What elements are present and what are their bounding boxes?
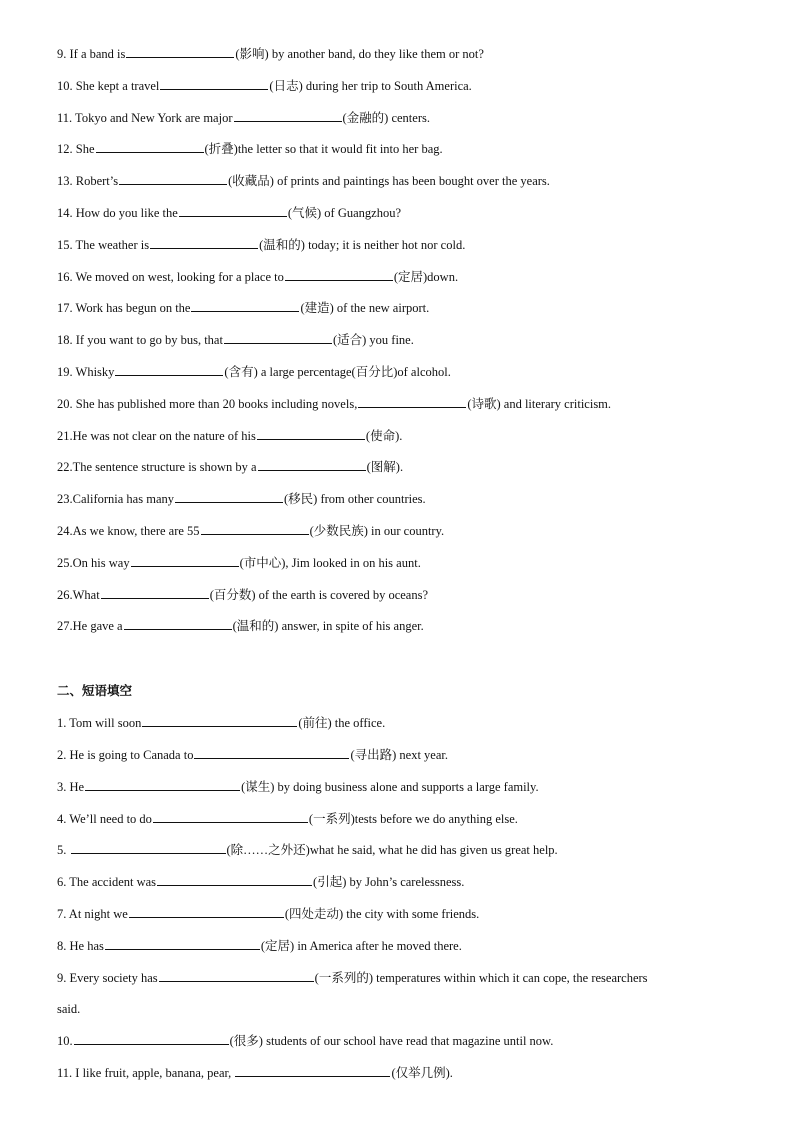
phrase-question-6: 6. The accident was (引起) by John’s carelessness. <box>57 875 465 890</box>
answer-blank[interactable] <box>358 395 466 408</box>
question-19: 19. Whisky (含有) a large percentage(百分比)of alcohol. <box>57 364 451 379</box>
answer-blank[interactable] <box>74 1032 229 1045</box>
answer-blank[interactable] <box>224 331 332 344</box>
phrase-question-11: 11. I like fruit, apple, banana, pear, (仅举几例). <box>57 1065 453 1080</box>
answer-blank[interactable] <box>160 77 268 90</box>
answer-blank[interactable] <box>153 810 308 823</box>
section-title: 二、短语填空 <box>57 683 133 699</box>
question-9: 9. If a band is (影响) by another band, do they like them or not? <box>57 47 484 61</box>
answer-blank[interactable] <box>119 172 227 185</box>
answer-blank[interactable] <box>150 236 258 249</box>
phrase-question-5: 5. (除……之外还)what he said, what he did has given us great help. <box>57 843 558 858</box>
answer-blank[interactable] <box>157 873 312 886</box>
phrase-question-3: 3. He (谋生) by doing business alone and supports a large family. <box>57 779 539 794</box>
answer-blank[interactable] <box>257 427 365 440</box>
answer-blank[interactable] <box>191 299 299 312</box>
answer-blank[interactable] <box>258 458 366 471</box>
question-23: 23.California has many (移民) from other countries. <box>57 492 426 507</box>
question-15: 15. The weather is (温和的) today; it is neither hot nor cold. <box>57 237 466 252</box>
question-13: 13. Robert’s (收藏品) of prints and paintings has been bought over the years. <box>57 174 550 189</box>
question-22: 22.The sentence structure is shown by a (图解). <box>57 460 404 475</box>
phrase-question-8: 8. He has (定居) in America after he moved there. <box>57 938 462 953</box>
phrase-question-10: 10. (很多) students of our school have read that magazine until now. <box>57 1034 554 1049</box>
question-25: 25.On his way (市中心), Jim looked in on his aunt. <box>57 555 421 570</box>
answer-blank[interactable] <box>71 841 226 854</box>
question-18: 18. If you want to go by bus, that (适合) you fine. <box>57 333 414 348</box>
phrase-question-9: 9. Every society has (一系列的) temperatures within which it can cope, the researchers <box>57 970 648 985</box>
question-10: 10. She kept a travel (日志) during her trip to South America. <box>57 78 472 93</box>
question-14: 14. How do you like the (气候) of Guangzhou? <box>57 205 401 220</box>
answer-blank[interactable] <box>129 905 284 918</box>
question-16: 16. We moved on west, looking for a place to (定居)down. <box>57 269 459 284</box>
answer-blank[interactable] <box>194 746 349 759</box>
answer-blank[interactable] <box>105 937 260 950</box>
answer-blank[interactable] <box>131 554 239 567</box>
question-17: 17. Work has begun on the (建造) of the new airport. <box>57 301 430 316</box>
question-11: 11. Tokyo and New York are major (金融的) centers. <box>57 110 430 125</box>
answer-blank[interactable] <box>101 586 209 599</box>
question-12: 12. She (折叠)the letter so that it would fit into her bag. <box>57 142 443 157</box>
question-21: 21.He was not clear on the nature of his (使命). <box>57 428 403 443</box>
answer-blank[interactable] <box>285 268 393 281</box>
question-26: 26.What (百分数) of the earth is covered by oceans? <box>57 587 429 602</box>
phrase-question-1: 1. Tom will soon (前往) the office. <box>57 716 386 731</box>
answer-blank[interactable] <box>142 714 297 727</box>
answer-blank[interactable] <box>175 490 283 503</box>
phrase-question-9-continuation: said. <box>57 1002 81 1017</box>
question-27: 27.He gave a (温和的) answer, in spite of his anger. <box>57 619 424 634</box>
answer-blank[interactable] <box>179 204 287 217</box>
exercise-list <box>57 44 737 1095</box>
answer-blank[interactable] <box>96 140 204 153</box>
answer-blank[interactable] <box>126 45 234 58</box>
answer-blank[interactable] <box>235 1064 390 1077</box>
answer-blank[interactable] <box>201 522 309 535</box>
answer-blank[interactable] <box>124 617 232 630</box>
answer-blank[interactable] <box>234 109 342 122</box>
answer-blank[interactable] <box>115 363 223 376</box>
question-24: 24.As we know, there are 55 (少数民族) in our country. <box>57 523 445 538</box>
phrase-question-2: 2. He is going to Canada to (寻出路) next year. <box>57 747 448 762</box>
answer-blank[interactable] <box>159 969 314 982</box>
phrase-question-7: 7. At night we (四处走动) the city with some friends. <box>57 906 480 921</box>
phrase-question-4: 4. We’ll need to do (一系列)tests before we do anything else. <box>57 811 518 826</box>
answer-blank[interactable] <box>85 778 240 791</box>
question-20: 20. She has published more than 20 books including novels, (诗歌) and literary criticism. <box>57 396 612 411</box>
